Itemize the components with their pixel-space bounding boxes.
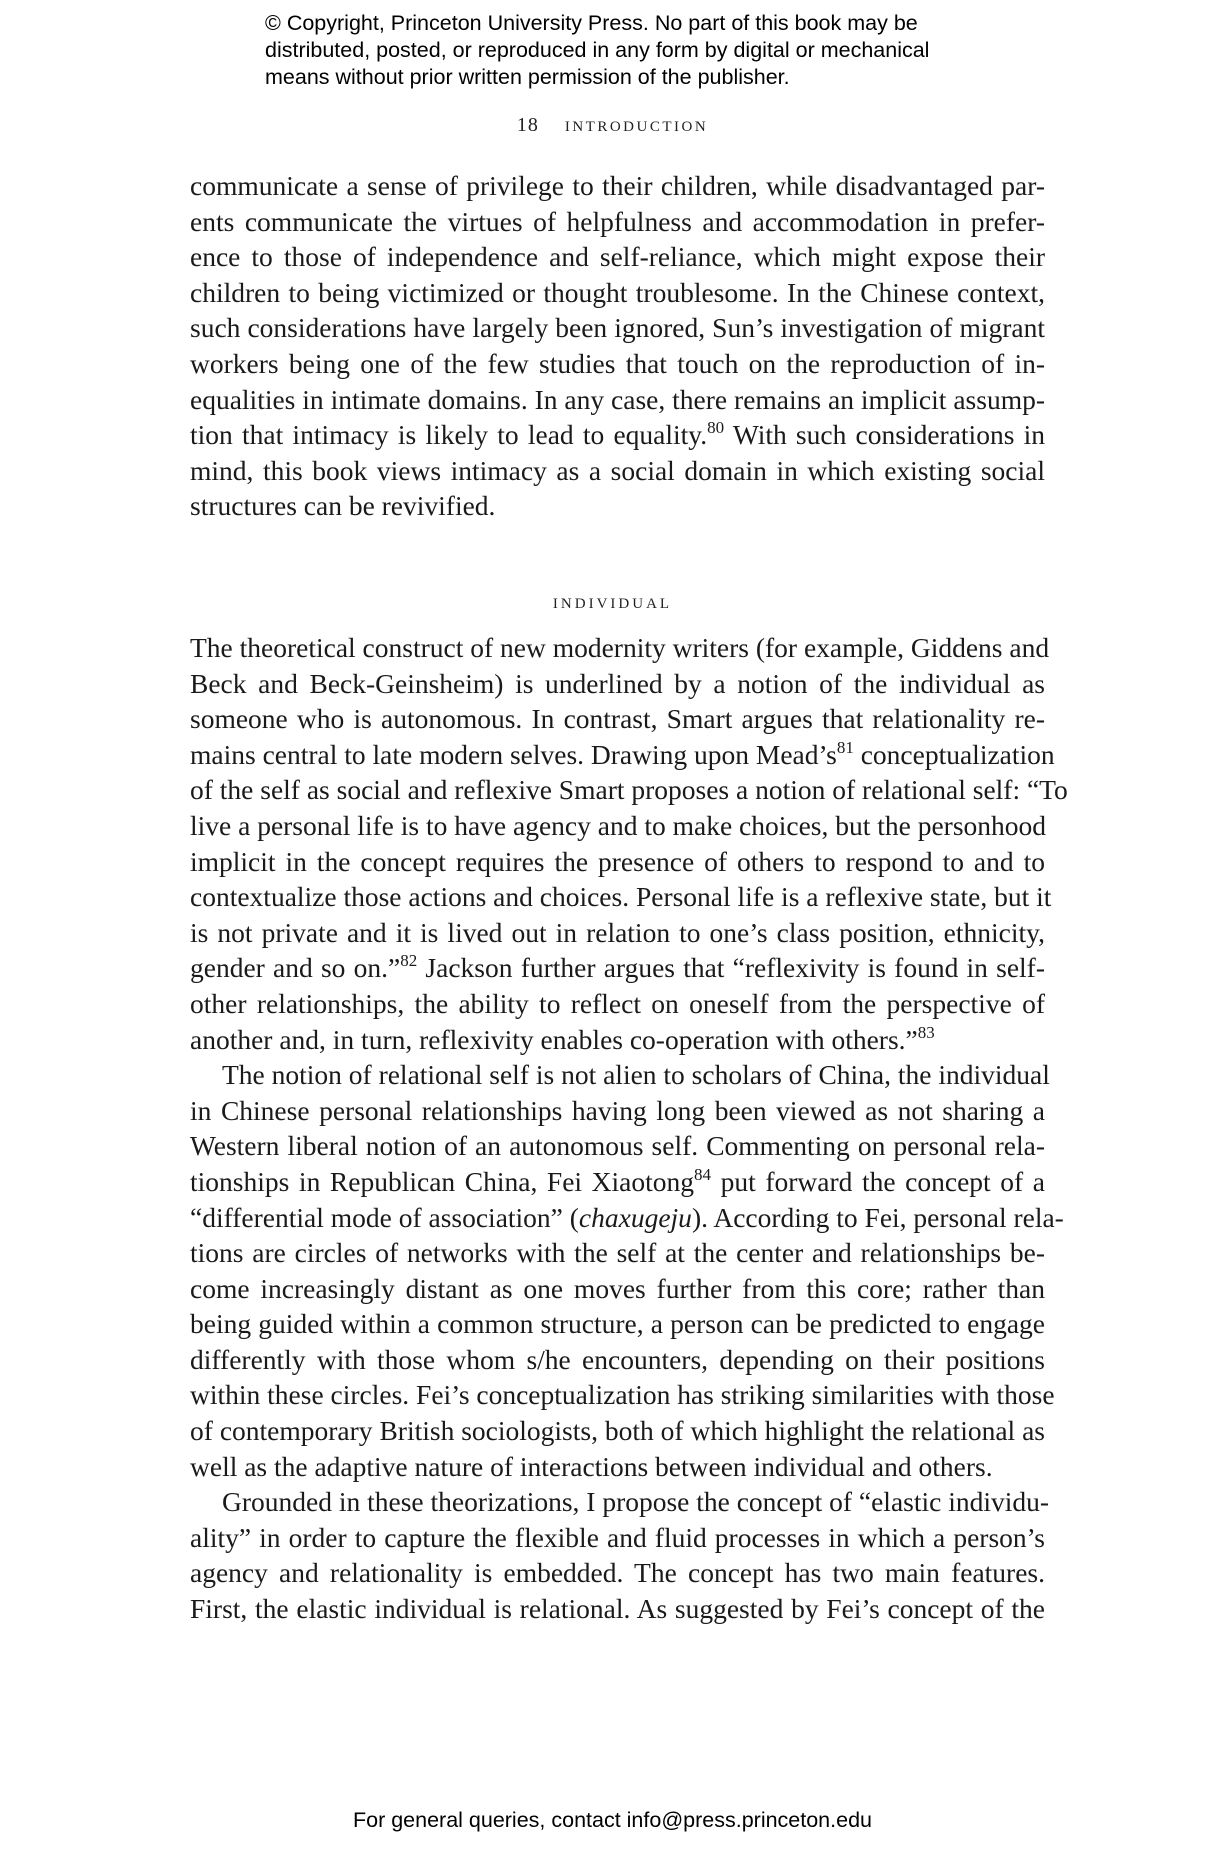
text-line: within these circles. Fei’s conceptualization has striking similarities with those bbox=[190, 1379, 1055, 1411]
text-line bbox=[190, 417, 1045, 453]
text-line: tions are circles of networks with the self at the center and relationships be- bbox=[190, 1237, 1045, 1269]
copyright-line: distributed, posted, or reproduced in any form by digital or mechanical bbox=[265, 38, 930, 62]
text-line: The notion of relational self is not alien to scholars of China, the individual bbox=[222, 1059, 1050, 1091]
text-line: other relationships, the ability to reflect on oneself from the perspective of bbox=[190, 987, 1045, 1019]
text-line: differently with those whom s/he encounters, depending on their positions bbox=[190, 1343, 1045, 1375]
text-line: children to being victimized or thought troublesome. In the Chinese context, bbox=[190, 276, 1045, 308]
footnote-ref-81[interactable]: 81 bbox=[836, 737, 854, 757]
text-line: of the self as social and reflexive Smart proposes a notion of relational self: “To bbox=[190, 774, 1068, 806]
paragraph-intimacy bbox=[190, 168, 1045, 524]
text-fragment: ). According to Fei, personal rela- bbox=[691, 1201, 1064, 1233]
footer-contact: For general queries, contact info@press.princeton.edu bbox=[352, 1808, 872, 1832]
text-line: structures can be revivified. bbox=[190, 490, 496, 522]
text-fragment: tionships in Republican China, Fei Xiaotong bbox=[190, 1165, 694, 1197]
text-line: First, the elastic individual is relational. As suggested by Fei’s concept of the bbox=[190, 1593, 1045, 1625]
text-line: in Chinese personal relationships having long been viewed as not sharing a bbox=[190, 1094, 1045, 1126]
text-fragment: “differential mode of association” ( bbox=[190, 1201, 579, 1233]
text-line: Beck and Beck-Geinsheim) is underlined by a notion of the individual as bbox=[190, 667, 1045, 699]
text-fragment: another and, in turn, reflexivity enables co-operation with others.” bbox=[190, 1023, 918, 1055]
text-fragment: Jackson further argues that “reflexivity is found in self- bbox=[417, 952, 1045, 984]
text-line: come increasingly distant as one moves further from this core; rather than bbox=[190, 1272, 1045, 1304]
text-line: such considerations have largely been ignored, Sun’s investigation of migrant bbox=[190, 312, 1045, 344]
text-line: implicit in the concept requires the presence of others to respond to and to bbox=[190, 845, 1045, 877]
text-line: of contemporary British sociologists, both of which highlight the relational as bbox=[190, 1415, 1045, 1447]
text-fragment: put forward the concept of a bbox=[711, 1165, 1045, 1197]
text-line: communicate a sense of privilege to their children, while disadvantaged par- bbox=[190, 170, 1045, 201]
section-heading: individual bbox=[552, 588, 673, 613]
paragraph-individual bbox=[190, 630, 1068, 1627]
text-line bbox=[190, 737, 1055, 773]
running-head-title: introduction bbox=[564, 111, 709, 136]
text-line: Grounded in these theorizations, I propose the concept of “elastic individu- bbox=[222, 1486, 1050, 1518]
text-line: someone who is autonomous. In contrast, Smart argues that relationality re- bbox=[190, 703, 1045, 735]
chinese-term: chaxugeju bbox=[578, 1201, 692, 1233]
footnote-ref-83[interactable]: 83 bbox=[917, 1022, 935, 1042]
text-fragment: mains central to late modern selves. Drawing upon Mead’s bbox=[190, 738, 837, 770]
copyright-notice bbox=[265, 10, 1025, 91]
text-fragment: gender and so on.” bbox=[190, 952, 401, 984]
text-fragment: With such considerations in bbox=[724, 419, 1045, 451]
text-line: well as the adaptive nature of interactions between individual and others. bbox=[190, 1450, 993, 1482]
text-fragment: tion that intimacy is likely to lead to equality. bbox=[190, 419, 708, 451]
text-line: workers being one of the few studies that touch on the reproduction of in- bbox=[190, 347, 1045, 379]
text-line: The theoretical construct of new modernity writers (for example, Giddens and bbox=[190, 632, 1050, 663]
text-line: ality” in order to capture the flexible and fluid processes in which a person’s bbox=[190, 1521, 1045, 1553]
text-line: ents communicate the virtues of helpfulness and accommodation in prefer- bbox=[190, 205, 1045, 237]
copyright-line: means without prior written permission of the publisher. bbox=[265, 65, 790, 89]
footnote-ref-80[interactable]: 80 bbox=[707, 418, 725, 438]
footnote-ref-82[interactable]: 82 bbox=[400, 951, 418, 971]
text-line: being guided within a common structure, a person can be predicted to engage bbox=[190, 1308, 1045, 1340]
text-line: Western liberal notion of an autonomous self. Commenting on personal rela- bbox=[190, 1130, 1045, 1162]
text-line bbox=[190, 1164, 1045, 1200]
text-fragment: conceptualization bbox=[853, 738, 1055, 770]
copyright-line: © Copyright, Princeton University Press. No part of this book may be bbox=[265, 11, 918, 35]
text-line: live a personal life is to have agency and to make choices, but the personhood bbox=[190, 809, 1047, 841]
running-head bbox=[0, 111, 1225, 137]
text-line: ence to those of independence and self-reliance, which might expose their bbox=[190, 241, 1045, 273]
text-line bbox=[190, 1022, 1045, 1058]
text-line: equalities in intimate domains. In any case, there remains an implicit assump- bbox=[190, 383, 1045, 415]
text-line bbox=[190, 1200, 1064, 1236]
footnote-ref-84[interactable]: 84 bbox=[694, 1164, 711, 1184]
text-line: agency and relationality is embedded. The concept has two main features. bbox=[190, 1557, 1045, 1589]
text-line: is not private and it is lived out in relation to one’s class position, ethnicity, bbox=[190, 916, 1045, 948]
text-line: mind, this book views intimacy as a social domain in which existing social bbox=[190, 454, 1045, 486]
text-line bbox=[190, 950, 1045, 986]
page-number: 18 bbox=[516, 114, 539, 136]
text-line: contextualize those actions and choices. Personal life is a reflexive state, but it bbox=[190, 881, 1052, 913]
